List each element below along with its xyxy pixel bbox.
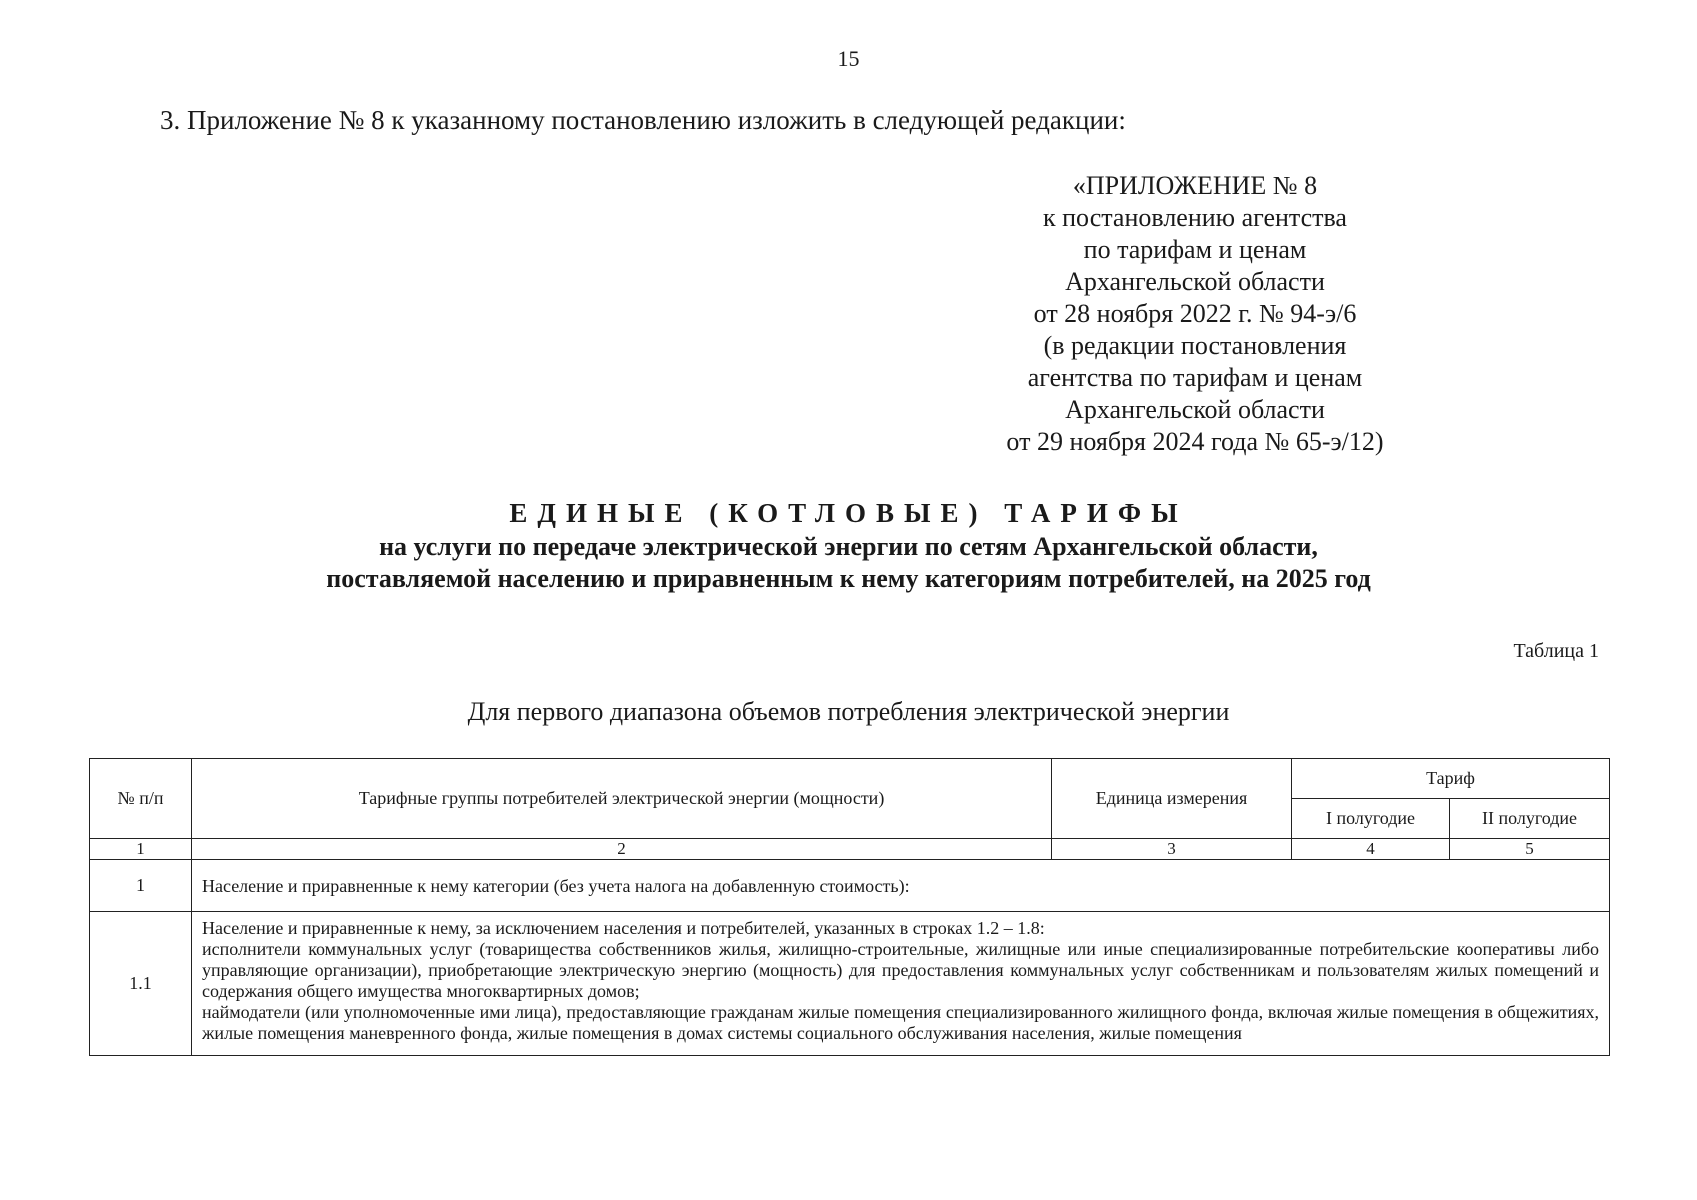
heading-subtitle-line-2: поставляемой населению и приравненным к нему категориям потребителей, на 2025 год bbox=[326, 564, 1371, 593]
appendix-line: Архангельской области bbox=[1065, 267, 1325, 296]
document-heading bbox=[0, 495, 1697, 595]
page-number: 15 bbox=[837, 46, 860, 71]
appendix-line: к постановлению агентства bbox=[1043, 203, 1347, 232]
column-number-row bbox=[90, 839, 1610, 860]
table-subtitle: Для первого диапазона объемов потребления электрической энергии bbox=[467, 697, 1230, 726]
header-second-half: II полугодие bbox=[1450, 799, 1610, 839]
heading-title: ЕДИНЫЕ (КОТЛОВЫЕ) ТАРИФЫ bbox=[509, 498, 1188, 528]
header-consumer-groups: Тарифные группы потребителей электрической энергии (мощности) bbox=[192, 759, 1052, 839]
row-description: Население и приравненные к нему категории (без учета налога на добавленную стоимость): bbox=[192, 860, 1610, 912]
row-description-line: исполнители коммунальных услуг (товарищества собственников жилья, жилищно-строительные, жилищные или иные специализированные потребительские кооперативы либо управляющие организации), приобретающие электрическую энергию (мощность) для предоставления коммунальных услуг собственникам и пользователям жилых помещений и содержания общего имущества многоквартирных домов; bbox=[202, 939, 1599, 1001]
intro-paragraph: 3. Приложение № 8 к указанному постановлению изложить в следующей редакции: bbox=[160, 105, 1126, 135]
appendix-line: по тарифам и ценам bbox=[1083, 235, 1307, 264]
appendix-line: агентства по тарифам и ценам bbox=[1027, 363, 1363, 392]
column-number: 1 bbox=[90, 839, 192, 860]
table-header-row bbox=[90, 759, 1610, 799]
header-number: № п/п bbox=[90, 759, 192, 839]
table-row bbox=[90, 912, 1610, 1056]
row-number: 1.1 bbox=[90, 912, 192, 1056]
row-description-line: наймодатели (или уполномоченные ими лица), предоставляющие гражданам жилые помещения специализированного жилищного фонда, включая жилые помещения в общежитиях, жилые помещения маневренного фонда, жилые помещения в домах системы социального обслуживания населения, жилые помещения bbox=[202, 1002, 1599, 1043]
tariff-table bbox=[89, 758, 1610, 1056]
row-description-line: Население и приравненные к нему, за исключением населения и потребителей, указанных в строках 1.2 – 1.8: bbox=[202, 918, 1045, 938]
header-tariff: Тариф bbox=[1292, 759, 1610, 799]
column-number: 2 bbox=[192, 839, 1052, 860]
heading-subtitle-line-1: на услуги по передаче электрической энергии по сетям Архангельской области, bbox=[379, 532, 1318, 561]
appendix-line: от 28 ноября 2022 г. № 94-э/6 bbox=[1033, 299, 1357, 328]
row-number: 1 bbox=[90, 860, 192, 912]
column-number: 5 bbox=[1450, 839, 1610, 860]
table-caption: Таблица 1 bbox=[1513, 640, 1599, 662]
header-unit: Единица измерения bbox=[1052, 759, 1292, 839]
column-number: 4 bbox=[1292, 839, 1450, 860]
table-row bbox=[90, 860, 1610, 912]
appendix-line: (в редакции постановления bbox=[1043, 331, 1347, 360]
row-description bbox=[192, 912, 1610, 1056]
appendix-line: «ПРИЛОЖЕНИЕ № 8 bbox=[1072, 171, 1318, 200]
appendix-line: Архангельской области bbox=[1065, 395, 1325, 424]
column-number: 3 bbox=[1052, 839, 1292, 860]
header-first-half: I полугодие bbox=[1292, 799, 1450, 839]
appendix-line: от 29 ноября 2024 года № 65-э/12) bbox=[1006, 427, 1384, 456]
appendix-reference-block bbox=[960, 170, 1430, 458]
